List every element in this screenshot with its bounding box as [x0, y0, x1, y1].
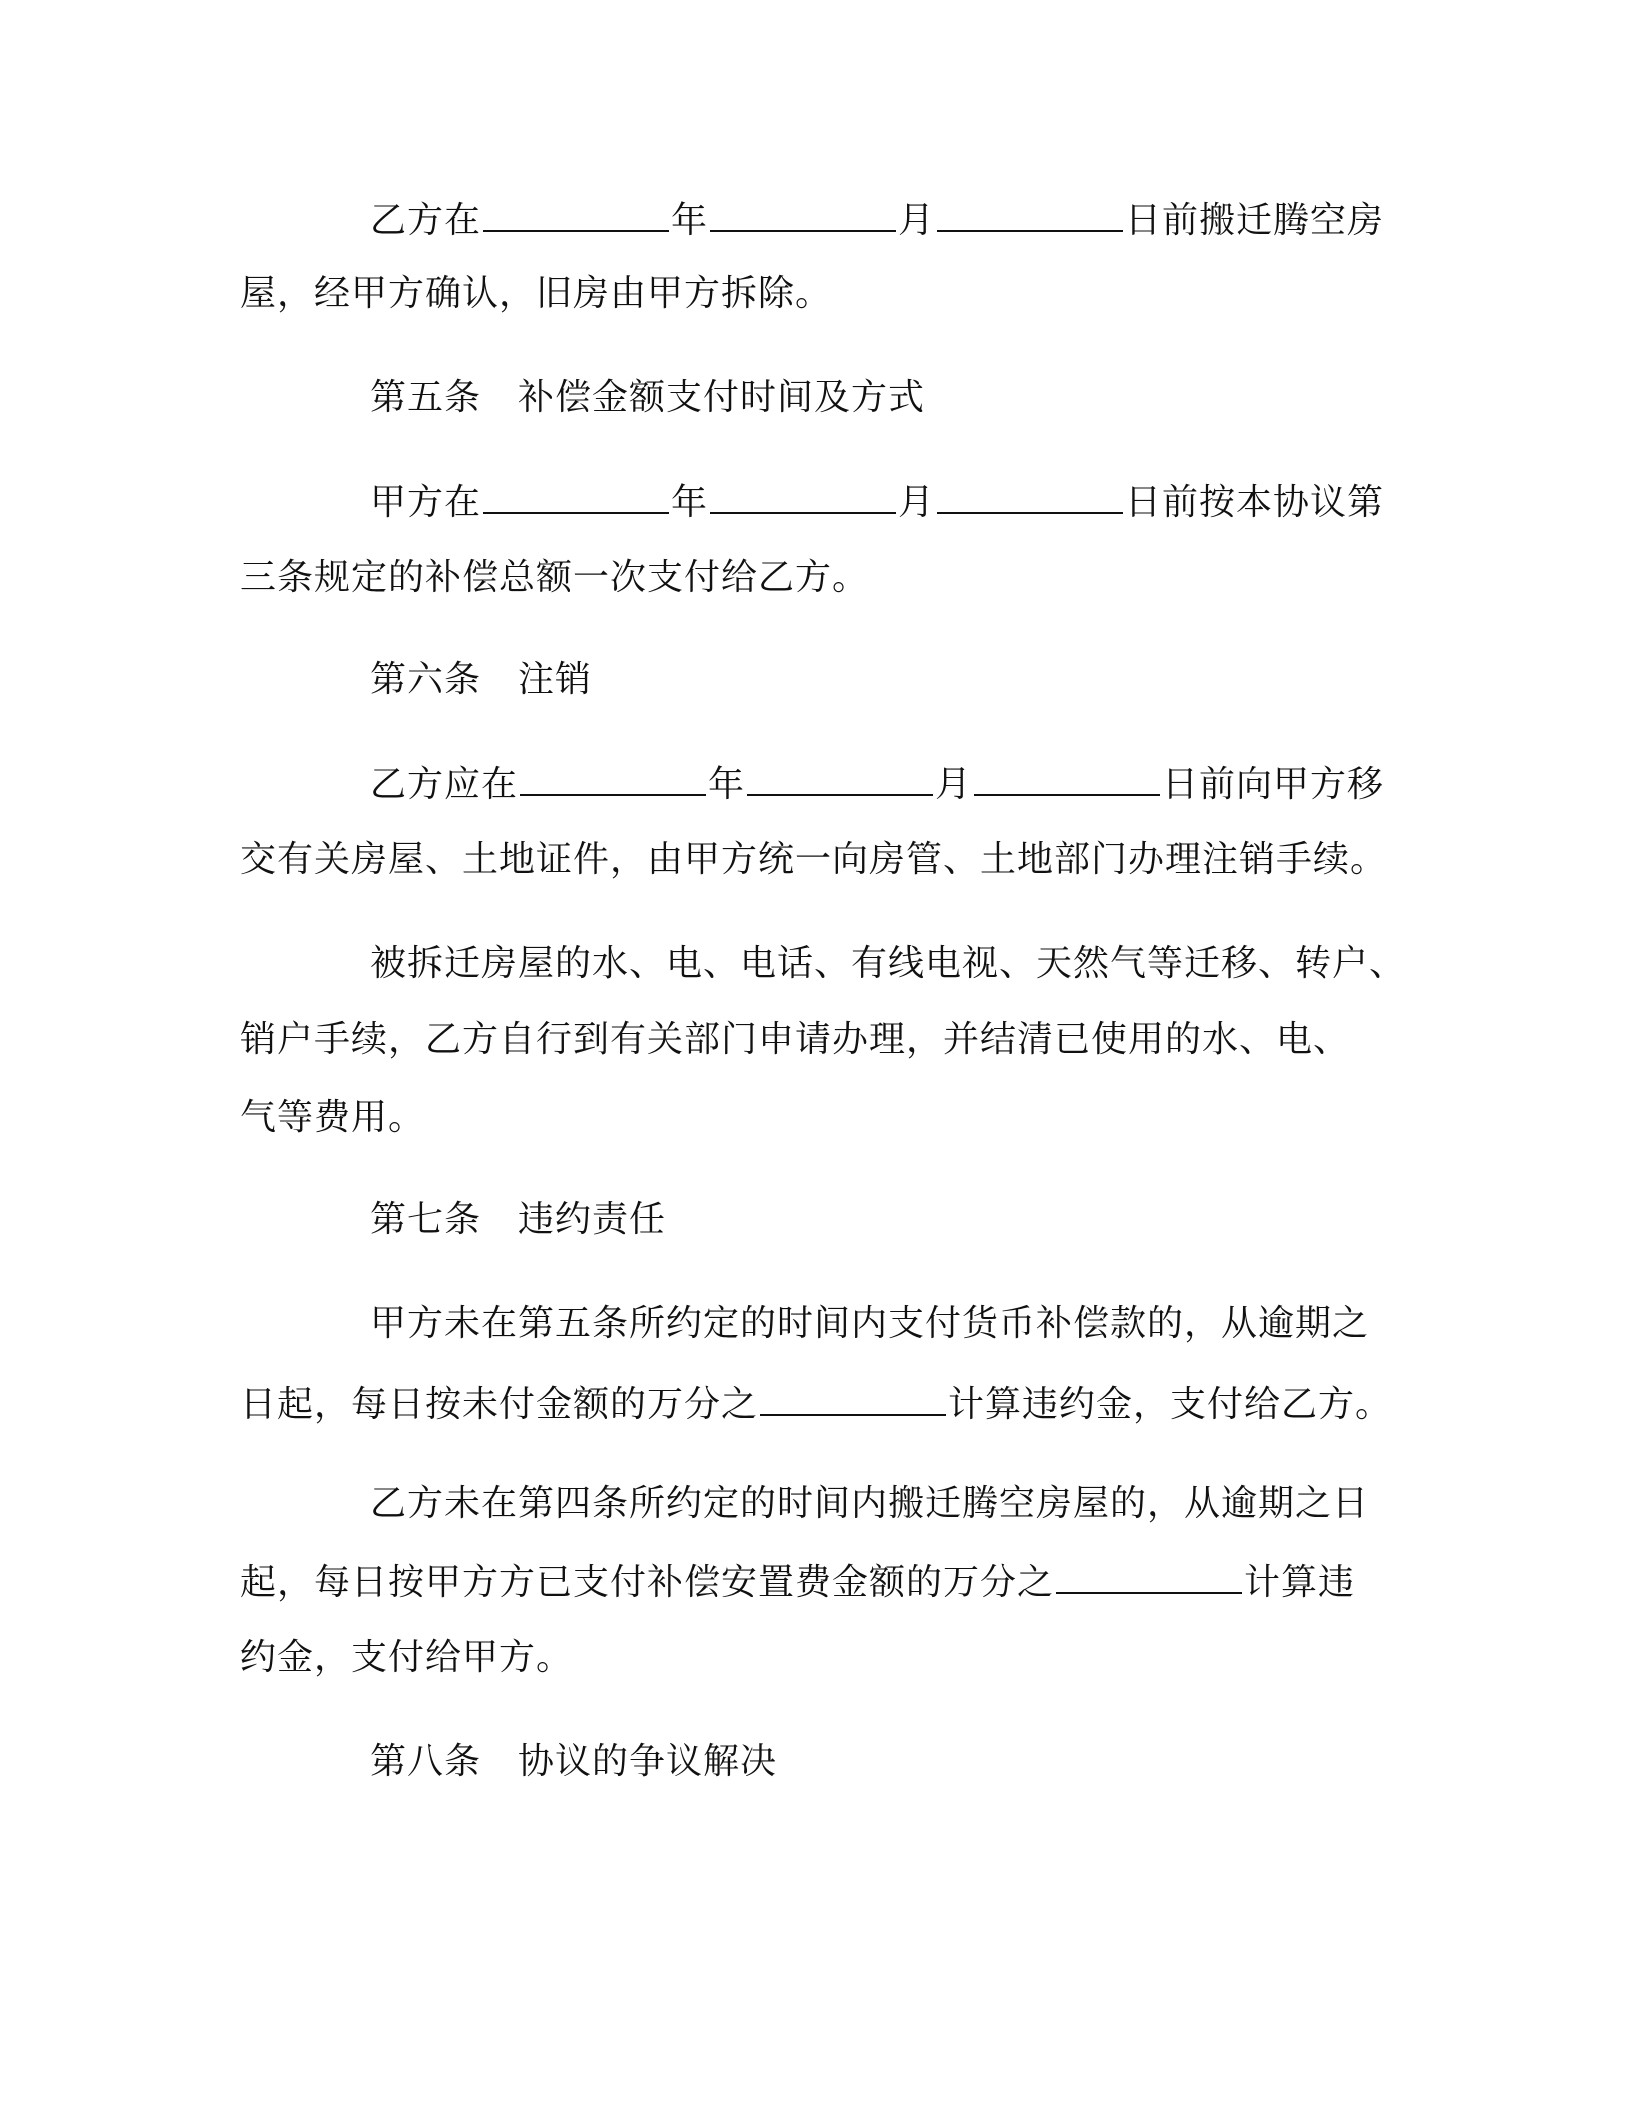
paragraph-line: 甲方未在第五条所约定的时间内支付货币补偿款的，从逾期之 [370, 1303, 1370, 1344]
fill-in-blank [483, 478, 669, 514]
text-segment: 年 [671, 482, 709, 523]
fill-in-blank [937, 478, 1123, 514]
paragraph-line: 乙方未在第四条所约定的时间内搬迁腾空房屋的，从逾期之日 [370, 1483, 1370, 1524]
text-segment: 计算违 [1244, 1562, 1356, 1603]
fill-in-blank [974, 760, 1160, 796]
paragraph-line: 气等费用。 [240, 1097, 426, 1138]
paragraph-line [370, 760, 1384, 807]
fill-in-blank [710, 478, 896, 514]
paragraph-line [240, 1380, 1392, 1427]
text-segment: 月 [898, 200, 936, 241]
text-segment: 乙方应在 [370, 764, 519, 805]
text-segment: 计算违约金，支付给乙方。 [948, 1384, 1393, 1425]
text-segment: 年 [708, 764, 746, 805]
article-heading: 第五条 补偿金额支付时间及方式 [370, 377, 926, 418]
fill-in-blank [520, 760, 706, 796]
paragraph-line: 交有关房屋、土地证件，由甲方统一向房管、土地部门办理注销手续。 [240, 839, 1388, 880]
text-segment: 乙方在 [370, 200, 482, 241]
fill-in-blank [760, 1380, 946, 1416]
paragraph-line: 被拆迁房屋的水、电、电话、有线电视、天然气等迁移、转户、 [370, 943, 1407, 984]
text-segment: 月 [935, 764, 973, 805]
paragraph-line: 三条规定的补偿总额一次支付给乙方。 [240, 557, 870, 598]
fill-in-blank [937, 196, 1123, 232]
article-heading: 第七条 违约责任 [370, 1199, 667, 1240]
fill-in-blank [747, 760, 933, 796]
fill-in-blank [710, 196, 896, 232]
paragraph-line: 约金，支付给甲方。 [240, 1637, 574, 1678]
text-segment: 月 [898, 482, 936, 523]
text-segment: 日前按本协议第 [1125, 482, 1385, 523]
text-segment: 起，每日按甲方方已支付补偿安置费金额的万分之 [240, 1562, 1055, 1603]
paragraph-line [240, 1558, 1355, 1605]
text-segment: 日起，每日按未付金额的万分之 [240, 1384, 759, 1425]
paragraph-line: 销户手续，乙方自行到有关部门申请办理，并结清已使用的水、电、 [240, 1019, 1351, 1060]
fill-in-blank [1056, 1558, 1242, 1594]
text-segment: 年 [671, 200, 709, 241]
article-heading: 第六条 注销 [370, 659, 593, 700]
article-heading: 第八条 协议的争议解决 [370, 1741, 778, 1782]
paragraph-line: 屋，经甲方确认，旧房由甲方拆除。 [240, 273, 833, 314]
text-segment: 日前搬迁腾空房 [1125, 200, 1385, 241]
paragraph-line [370, 196, 1384, 243]
paragraph-line [370, 478, 1384, 525]
text-segment: 日前向甲方移 [1162, 764, 1385, 805]
text-segment: 甲方在 [370, 482, 482, 523]
fill-in-blank [483, 196, 669, 232]
